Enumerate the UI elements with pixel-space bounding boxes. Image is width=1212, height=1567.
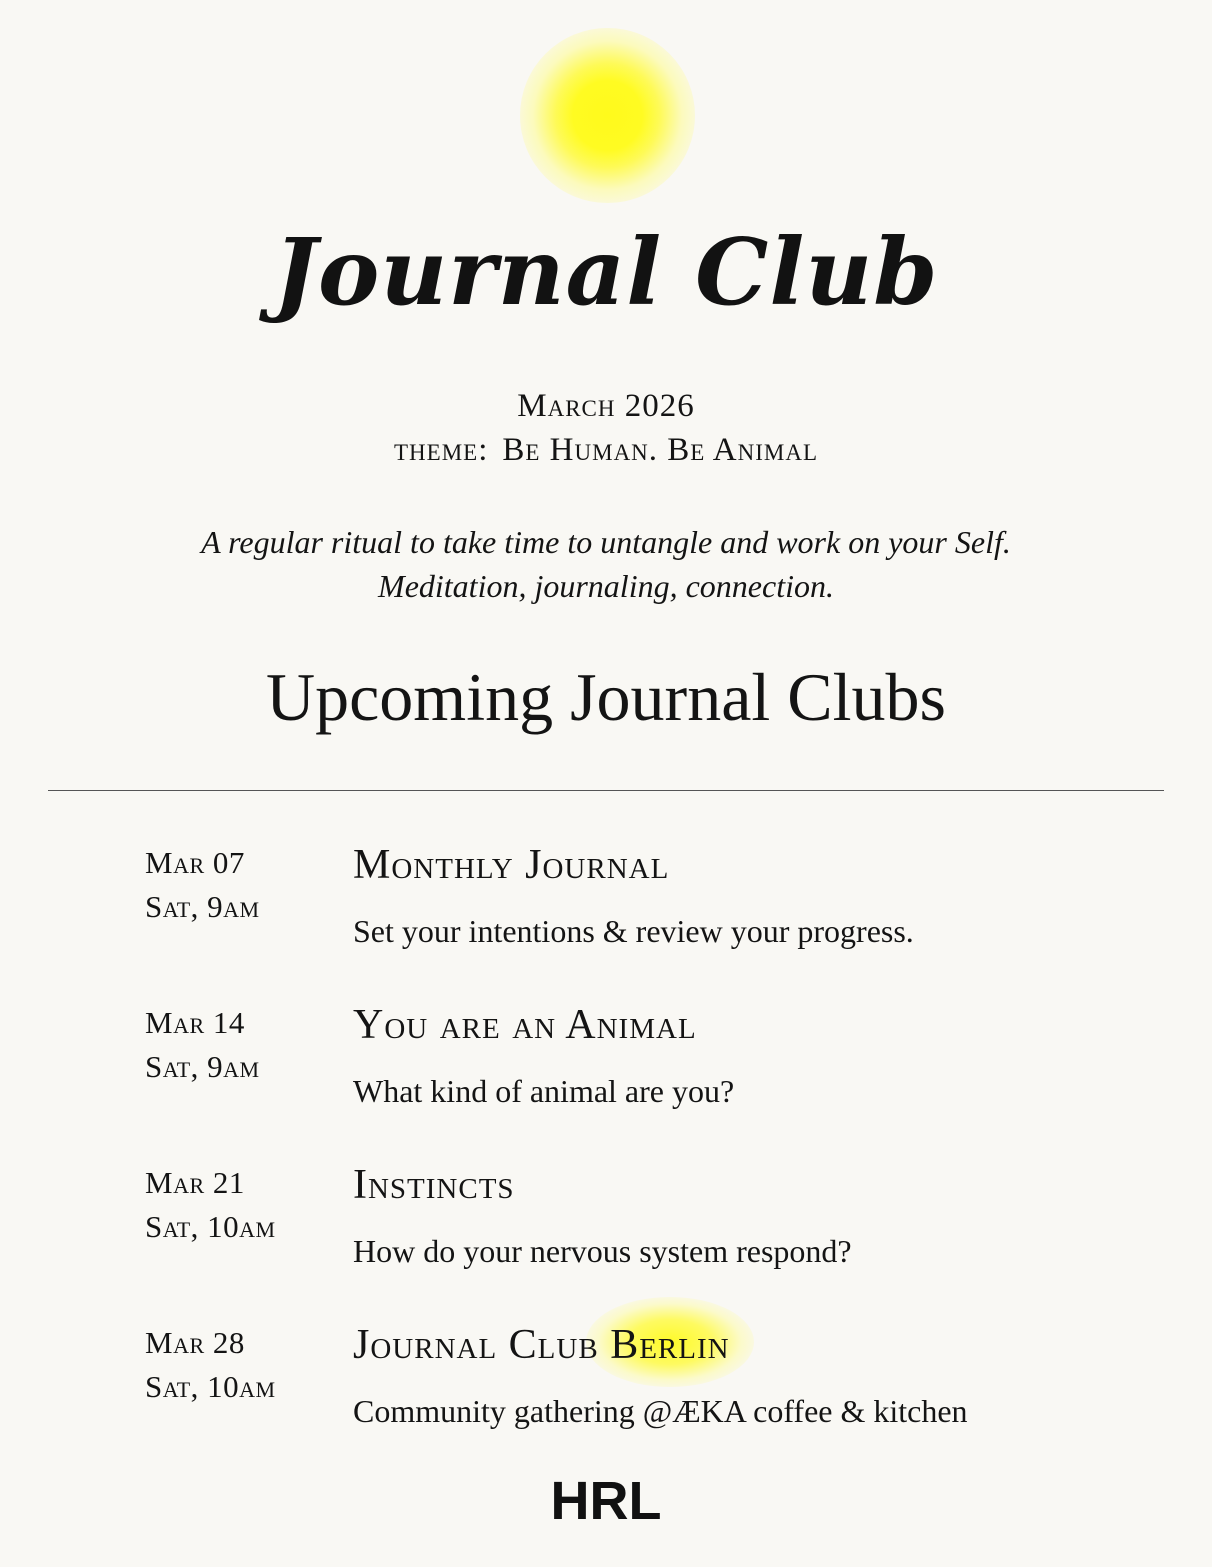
event-time: Sat, 10am: [145, 1369, 276, 1404]
event-item: [0, 843, 1212, 973]
event-time: Sat, 9am: [145, 1049, 260, 1084]
divider: [48, 790, 1164, 791]
event-date: Mar 21: [145, 1165, 245, 1200]
highlight-glow: [610, 1319, 729, 1371]
event-description: What kind of animal are you?: [353, 1073, 735, 1109]
sun-decoration: [520, 28, 695, 203]
event-item: [0, 1163, 1212, 1293]
event-title-prefix: Journal Club: [353, 1322, 611, 1368]
event-description: How do your nervous system respond?: [353, 1233, 852, 1269]
tagline-line-2: Meditation, journaling, connection.: [378, 568, 834, 604]
event-title: You are an Animal: [353, 1002, 697, 1048]
hrl-logo: HRL: [550, 1471, 662, 1531]
theme-line: [0, 430, 1212, 470]
event-date: Mar 28: [145, 1325, 245, 1360]
event-title: Monthly Journal: [353, 842, 670, 888]
event-title-highlight: Berlin: [610, 1322, 730, 1368]
event-time: Sat, 10am: [145, 1209, 276, 1244]
theme-value: Be Human. Be Animal: [502, 432, 818, 468]
event-title: Instincts: [353, 1162, 515, 1208]
event-title: [353, 1319, 730, 1371]
tagline-line-1: A regular ritual to take time to untangle and work on your Self.: [201, 524, 1011, 560]
event-date: Mar 14: [145, 1005, 245, 1040]
month-label: March 2026: [517, 388, 695, 424]
event-date: Mar 07: [145, 845, 245, 880]
event-item: [0, 1323, 1212, 1453]
event-item: [0, 1003, 1212, 1133]
event-time: Sat, 9am: [145, 889, 260, 924]
tagline: [0, 520, 1212, 608]
event-description: Community gathering @ÆKA coffee & kitchen: [353, 1393, 968, 1429]
theme-label: theme:: [393, 432, 489, 468]
page-title: Journal Club: [273, 218, 939, 326]
event-description: Set your intentions & review your progress.: [353, 913, 914, 949]
section-title: Upcoming Journal Clubs: [266, 659, 946, 735]
